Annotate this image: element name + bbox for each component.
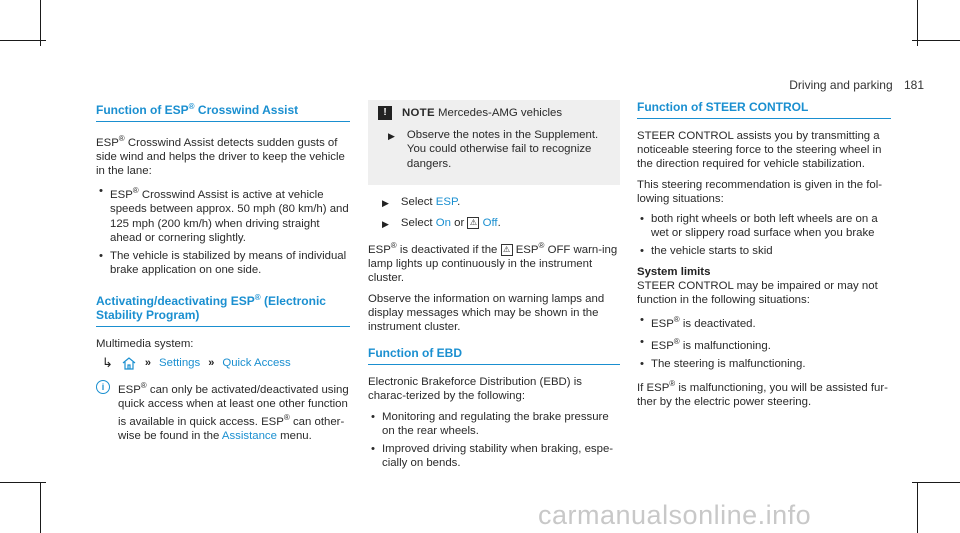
paragraph: ESP® Crosswind Assist detects sudden gusts of side wind and helps the driver to keep the vehicle in the lane:: [96, 134, 345, 178]
home-icon: [121, 356, 137, 371]
paragraph: STEER CONTROL assists you by transmitting a noticeable steering force to the steering wheel in the direction required for vehicle stabilization.: [637, 130, 882, 171]
paragraph: Electronic Brakeforce Distribution (EBD) is charac-terized by the following:: [368, 376, 582, 403]
list-item: • Improved driving stability when braking, espe-cially on bends.: [368, 442, 620, 470]
esp-off-icon: ⚠: [467, 217, 479, 229]
page-number: 181: [903, 78, 924, 92]
step-arrow-icon: ▶: [382, 197, 389, 208]
paragraph: This steering recommendation is given in the fol-lowing situations:: [637, 178, 883, 205]
list-item: • both right wheels or both left wheels are on a wet or slippery road surface when you brake: [637, 212, 891, 240]
info-text: ESP® can only be activated/deactivated using quick access when at least one other function is available in quick access. ESP® can other-wise be found in the Assistance menu.: [118, 380, 349, 442]
note-header: [378, 106, 612, 120]
list-item: • The vehicle is stabilized by means of individual brake application on one side.: [96, 249, 350, 277]
heading-esp-crosswind: Function of ESP® Crosswind Assist: [96, 102, 299, 117]
info-block: [96, 379, 350, 443]
crop-mark: [40, 482, 41, 533]
paragraph: If ESP® is malfunctioning, you will be assisted fur-ther by the electric power steering.: [637, 379, 888, 409]
crop-mark: [0, 482, 46, 483]
chevron-right-icon: »: [144, 357, 152, 370]
crop-mark: [912, 40, 960, 41]
esp-link: ESP: [435, 195, 458, 208]
list-item: • ESP® is deactivated.: [637, 313, 891, 331]
heading-activate-esp: Activating/deactivating ESP® (Electronic Stability Program): [96, 293, 326, 323]
step-select-esp: ▶ Select ESP.: [382, 195, 620, 210]
crop-mark: [0, 40, 46, 41]
esp-off-warning-icon: ⚠: [501, 244, 513, 256]
path-arrow-icon: ↳: [102, 355, 113, 371]
column-middle: [368, 100, 620, 476]
bullet-list: [96, 184, 350, 277]
note-step: ▶ Observe the notes in the Supplement. You could otherwise fail to recognize dangers.: [388, 129, 599, 170]
on-link: On: [435, 217, 451, 230]
paragraph: Observe the information on warning lamps and display messages which may be shown in the instrument cluster.: [368, 292, 605, 334]
assistance-link: Assistance: [221, 429, 277, 442]
step-arrow-icon: ▶: [388, 131, 395, 142]
crop-mark: [917, 482, 918, 533]
heading-steer-control: Function of STEER CONTROL: [637, 100, 809, 114]
section-title: Driving and parking: [789, 78, 893, 92]
step-select-on-off: ▶ Select On or ⚠ Off.: [382, 216, 620, 231]
heading-rule: [96, 326, 350, 327]
heading-ebd: Function of EBD: [368, 346, 462, 361]
list-item: • The steering is malfunctioning.: [637, 357, 891, 371]
info-icon: i: [96, 380, 110, 394]
list-item: • ESP® is malfunctioning.: [637, 335, 891, 353]
step-list: [368, 195, 620, 231]
path-quick-access: Quick Access: [222, 357, 291, 370]
off-link: Off: [482, 217, 498, 230]
bullet-list: [637, 313, 891, 371]
warning-icon: !: [378, 106, 392, 120]
column-right: [637, 100, 891, 416]
column-left: [96, 100, 350, 443]
crop-mark: [912, 482, 960, 483]
chevron-right-icon: »: [208, 357, 215, 370]
heading-rule: [368, 364, 620, 365]
step-arrow-icon: ▶: [382, 219, 389, 230]
list-item: • Monitoring and regulating the brake pressure on the rear wheels.: [368, 410, 620, 438]
watermark: carmanualsonline.info: [538, 500, 812, 530]
bullet-list: [368, 410, 620, 471]
heading-rule: [637, 118, 891, 119]
paragraph: STEER CONTROL may be impaired or may not function in the following situations:: [637, 279, 878, 307]
path-settings: Settings: [159, 357, 201, 370]
paragraph: ESP® is deactivated if the ⚠ ESP® OFF warn-ing lamp lights up continuously in the instrument cluster.: [368, 241, 618, 285]
note-box: [368, 100, 620, 185]
menu-path: [96, 356, 350, 371]
note-subtitle: Mercedes-AMG vehicles: [438, 107, 563, 119]
bullet-list: [637, 212, 891, 259]
multimedia-label: Multimedia system:: [96, 338, 194, 351]
list-item: • ESP® Crosswind Assist is active at vehicle speeds between approx. 50 mph (80 km/h) and 125 mph (200 km/h) when driving straight ahead or cornering slightly.: [96, 184, 350, 245]
heading-rule: [96, 121, 350, 122]
list-item: • the vehicle starts to skid: [637, 244, 891, 258]
note-title: NOTE: [402, 107, 435, 119]
subheading-system-limits: System limits: [637, 265, 711, 278]
page-header: [789, 78, 924, 92]
